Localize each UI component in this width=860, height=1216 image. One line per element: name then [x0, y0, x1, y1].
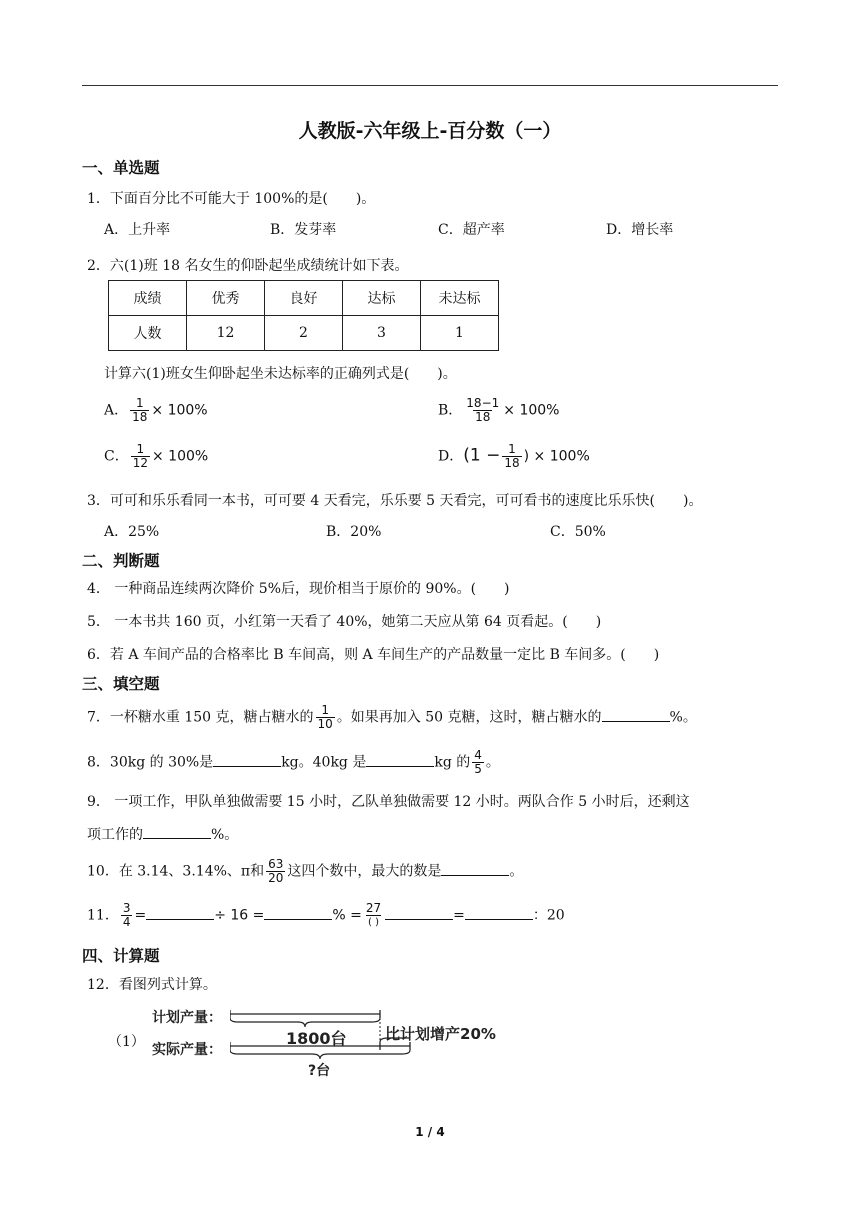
option-label: B．	[438, 402, 463, 419]
score-table	[108, 280, 499, 351]
fraction	[464, 397, 501, 424]
option-label: A．	[104, 402, 129, 419]
q3-option-b: B．20%	[326, 524, 382, 540]
denominator: ( )	[368, 917, 379, 928]
question-9-line-1: 9． 一项工作，甲队单独做需要 15 小时，乙队单独做需要 12 小时。两队合作 5 小时后，还剩这	[87, 794, 690, 810]
question-2-prompt: 计算六(1)班女生仰卧起坐未达标率的正确列式是( )。	[104, 366, 457, 382]
percent-text: % =	[332, 907, 362, 924]
q8-text: 。	[485, 754, 500, 771]
question-1-stem: 1．下面百分比不可能大于 100%的是( )。	[87, 191, 376, 207]
denominator: 5	[474, 762, 482, 776]
ratio-text: ：20	[532, 907, 565, 924]
fraction	[316, 704, 335, 731]
option-label: D．	[438, 448, 464, 465]
answer-blank[interactable]	[264, 907, 332, 920]
q9-text: 项工作的	[87, 827, 143, 843]
expression-tail: × 100%	[151, 402, 208, 419]
q10-text: 这四个数中，最大的数是	[287, 863, 442, 880]
table-cell: 人数	[109, 316, 187, 351]
section-heading-single-choice: 一、单选题	[82, 159, 160, 177]
answer-blank[interactable]	[385, 907, 453, 920]
question-11	[87, 902, 565, 929]
table-cell: 达标	[343, 281, 421, 316]
q9-text: %。	[211, 827, 239, 843]
q7-text: 7．一杯糖水重 150 克，糖占糖水的	[87, 709, 314, 726]
table-cell: 2	[265, 316, 343, 351]
section-heading-fill-blank: 三、填空题	[82, 675, 160, 693]
q7-text: 。如果再加入 50 克糖，这时，糖占糖水的	[336, 709, 602, 726]
q10-text: 。	[509, 863, 524, 880]
numerator: 1	[321, 703, 329, 717]
q1-option-b: B．发芽率	[270, 222, 337, 238]
q2-option-d	[438, 443, 590, 470]
question-6: 6．若 A 车间产品的合格率比 B 车间高，则 A 车间生产的产品数量一定比 B 车间多。( )	[87, 647, 660, 663]
expression-tail: × 100%	[503, 402, 560, 419]
answer-blank[interactable]	[441, 863, 509, 876]
numerator: 18−1	[466, 396, 500, 410]
question-7	[87, 704, 697, 731]
table-cell: 3	[343, 316, 421, 351]
fraction	[364, 902, 383, 929]
answer-blank[interactable]	[366, 754, 434, 767]
header-rule	[82, 85, 778, 86]
fraction	[121, 902, 133, 929]
q2-option-c	[104, 443, 208, 470]
q8-text: kg。40kg 是	[281, 754, 367, 771]
question-4: 4． 一种商品连续两次降价 5%后，现价相当于原价的 90%。( )	[87, 581, 510, 597]
question-10	[87, 858, 523, 885]
answer-blank[interactable]	[146, 907, 214, 920]
fraction	[130, 397, 149, 424]
question-12-stem: 12．看图列式计算。	[87, 977, 217, 993]
fraction	[472, 749, 484, 776]
table-row	[109, 281, 499, 316]
denominator: 10	[317, 717, 333, 731]
numerator: 3	[122, 901, 131, 915]
numerator: 1	[508, 442, 516, 456]
table-cell: 12	[187, 316, 265, 351]
page-title: 人教版-六年级上-百分数（一）	[298, 120, 562, 142]
division-text: ÷ 16 =	[214, 907, 265, 924]
q1-option-c: C．超产率	[438, 222, 505, 238]
q10-text: 10．在 3.14、3.14%、π和	[87, 863, 265, 880]
fraction	[502, 443, 521, 470]
question-5: 5． 一本书共 160 页，小红第一天看了 40%，她第二天应从第 64 页看起。( )	[87, 614, 602, 630]
table-cell: 未达标	[421, 281, 499, 316]
section-heading-calculation: 四、计算题	[82, 947, 160, 965]
plan-label: 计划产量：	[152, 1010, 222, 1026]
numerator: 4	[474, 748, 482, 762]
increase-label: 比计划增产20%	[385, 1025, 496, 1043]
question-3-stem: 3．可可和乐乐看同一本书，可可要 4 天看完，乐乐要 5 天看完，可可看书的速度比乐乐快( )。	[87, 493, 703, 509]
q12-sub-label: （1）	[108, 1034, 145, 1050]
section-heading-true-false: 二、判断题	[82, 552, 160, 570]
question-9-line-2	[87, 824, 238, 844]
unknown-amount-label: ?台	[308, 1063, 331, 1079]
expression-tail: ) × 100%	[523, 448, 590, 465]
numerator: 1	[135, 396, 144, 410]
denominator: 20	[268, 871, 284, 885]
table-row	[109, 316, 499, 351]
numerator: 27	[365, 901, 382, 915]
actual-label: 实际产量：	[152, 1042, 222, 1058]
answer-blank[interactable]	[213, 754, 281, 767]
page-number: 1 / 4	[415, 1125, 445, 1139]
question-8	[87, 749, 500, 776]
q3-option-c: C．50%	[550, 524, 606, 540]
q1-option-a: A．上升率	[104, 222, 171, 238]
equals-sign: =	[134, 907, 147, 924]
numerator: 63	[268, 857, 284, 871]
denominator: 4	[122, 915, 131, 929]
table-cell: 成绩	[109, 281, 187, 316]
q11-text: 11．	[87, 907, 119, 924]
expression-head: (1 −	[463, 445, 501, 466]
q7-text: %。	[669, 709, 697, 726]
fraction	[266, 858, 285, 885]
q1-option-d: D．增长率	[606, 222, 674, 238]
equals-sign: =	[453, 907, 465, 924]
option-label: C．	[104, 448, 129, 465]
q8-text: kg 的	[434, 754, 471, 771]
q2-option-a	[104, 397, 208, 424]
expression-tail: × 100%	[152, 448, 209, 465]
answer-blank[interactable]	[602, 709, 670, 722]
table-cell: 1	[421, 316, 499, 351]
table-cell: 优秀	[187, 281, 265, 316]
denominator: 12	[132, 456, 148, 470]
denominator: 18	[132, 410, 148, 424]
numerator: 1	[136, 442, 145, 456]
answer-blank[interactable]	[143, 826, 211, 839]
denominator: 18	[504, 456, 520, 470]
fraction	[131, 443, 150, 470]
table-cell: 良好	[265, 281, 343, 316]
q3-option-a: A．25%	[104, 524, 160, 540]
q8-text: 8．30kg 的 30%是	[87, 754, 214, 771]
denominator: 18	[475, 410, 491, 424]
question-2-stem: 2．六(1)班 18 名女生的仰卧起坐成绩统计如下表。	[87, 258, 409, 274]
actual-brace	[230, 1050, 410, 1059]
plan-amount-label: 1800台	[286, 1029, 347, 1048]
q2-option-b	[438, 397, 559, 424]
answer-blank[interactable]	[465, 907, 533, 920]
